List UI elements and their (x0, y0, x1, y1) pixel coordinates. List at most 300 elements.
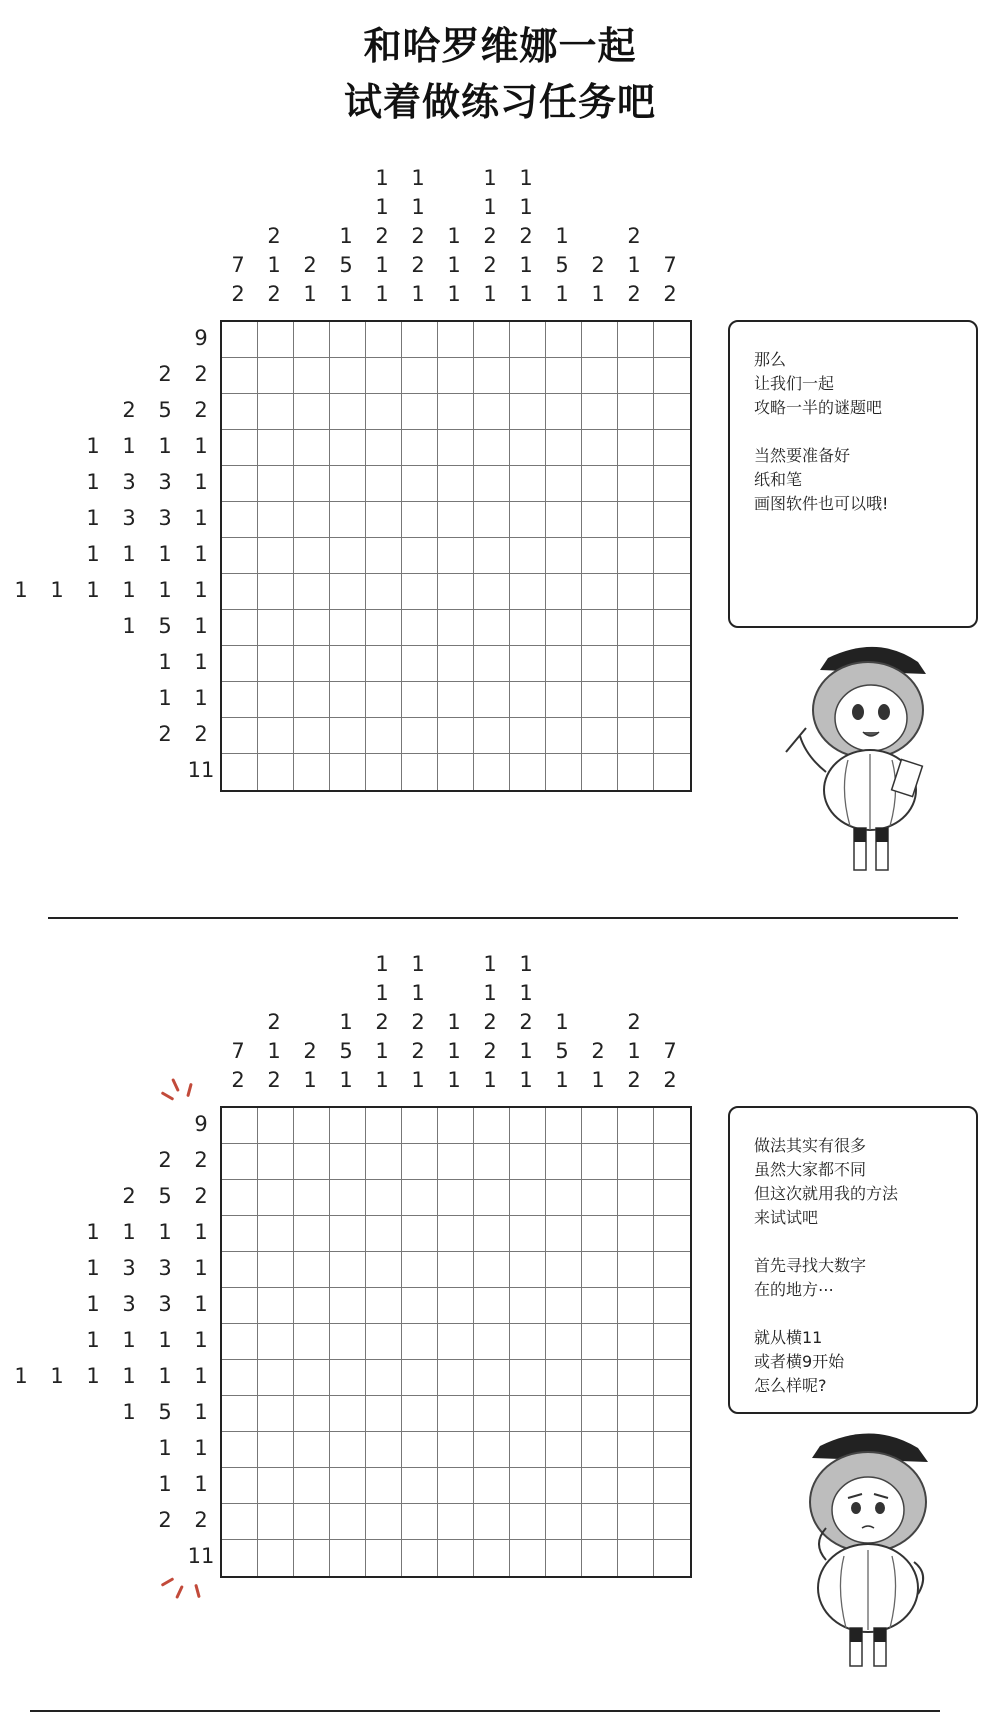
grid-cell[interactable] (402, 646, 438, 682)
grid-cell[interactable] (258, 358, 294, 394)
grid-cell[interactable] (330, 538, 366, 574)
grid-cell[interactable] (258, 1216, 294, 1252)
grid-cell[interactable] (438, 574, 474, 610)
grid-cell[interactable] (402, 430, 438, 466)
grid-cell[interactable] (654, 538, 690, 574)
grid-cell[interactable] (654, 430, 690, 466)
grid-cell[interactable] (474, 1468, 510, 1504)
grid-cell[interactable] (258, 1288, 294, 1324)
grid-cell[interactable] (402, 502, 438, 538)
grid-cell[interactable] (366, 1504, 402, 1540)
grid-cell[interactable] (330, 1288, 366, 1324)
grid-cell[interactable] (618, 1216, 654, 1252)
grid-cell[interactable] (546, 610, 582, 646)
grid-cell[interactable] (438, 1540, 474, 1576)
grid-cell[interactable] (402, 1216, 438, 1252)
grid-cell[interactable] (222, 1288, 258, 1324)
grid-cell[interactable] (618, 610, 654, 646)
grid-cell[interactable] (402, 358, 438, 394)
grid-cell[interactable] (222, 1432, 258, 1468)
grid-cell[interactable] (222, 718, 258, 754)
grid-cell[interactable] (510, 1288, 546, 1324)
grid-cell[interactable] (510, 466, 546, 502)
grid-cell[interactable] (294, 1396, 330, 1432)
grid-cell[interactable] (546, 1360, 582, 1396)
grid-cell[interactable] (294, 682, 330, 718)
grid-cell[interactable] (330, 610, 366, 646)
grid-cell[interactable] (258, 718, 294, 754)
grid-cell[interactable] (366, 1360, 402, 1396)
grid-cell[interactable] (618, 538, 654, 574)
grid-cell[interactable] (510, 430, 546, 466)
grid-cell[interactable] (402, 1540, 438, 1576)
grid-cell[interactable] (366, 1540, 402, 1576)
grid-cell[interactable] (330, 1504, 366, 1540)
grid-cell[interactable] (582, 430, 618, 466)
grid-cell[interactable] (366, 682, 402, 718)
grid-cell[interactable] (546, 430, 582, 466)
grid-cell[interactable] (510, 1468, 546, 1504)
grid-cell[interactable] (402, 1360, 438, 1396)
grid-cell[interactable] (366, 1468, 402, 1504)
grid-cell[interactable] (330, 1324, 366, 1360)
grid-cell[interactable] (474, 1108, 510, 1144)
grid-cell[interactable] (222, 1144, 258, 1180)
grid-cell[interactable] (330, 646, 366, 682)
grid-cell[interactable] (402, 718, 438, 754)
grid-cell[interactable] (366, 502, 402, 538)
grid-cell[interactable] (510, 610, 546, 646)
grid-cell[interactable] (330, 574, 366, 610)
grid-cell[interactable] (654, 1324, 690, 1360)
grid-cell[interactable] (582, 610, 618, 646)
grid-cell[interactable] (618, 394, 654, 430)
grid-cell[interactable] (294, 358, 330, 394)
grid-cell[interactable] (474, 322, 510, 358)
grid-cell[interactable] (258, 1180, 294, 1216)
grid-cell[interactable] (222, 682, 258, 718)
grid-cell[interactable] (582, 646, 618, 682)
grid-cell[interactable] (438, 1288, 474, 1324)
grid-cell[interactable] (258, 1540, 294, 1576)
grid-cell[interactable] (474, 1144, 510, 1180)
grid-cell[interactable] (474, 682, 510, 718)
grid-cell[interactable] (402, 754, 438, 790)
grid-cell[interactable] (222, 1468, 258, 1504)
grid-cell[interactable] (222, 502, 258, 538)
grid-cell[interactable] (546, 682, 582, 718)
grid-cell[interactable] (294, 718, 330, 754)
grid-cell[interactable] (654, 1396, 690, 1432)
grid-cell[interactable] (474, 1540, 510, 1576)
grid-cell[interactable] (330, 1252, 366, 1288)
grid-cell[interactable] (330, 502, 366, 538)
grid-cell[interactable] (582, 538, 618, 574)
grid-cell[interactable] (438, 1144, 474, 1180)
grid-cell[interactable] (402, 1180, 438, 1216)
grid-cell[interactable] (582, 1144, 618, 1180)
grid-cell[interactable] (618, 1324, 654, 1360)
grid-cell[interactable] (258, 1108, 294, 1144)
grid-cell[interactable] (654, 754, 690, 790)
grid-cell[interactable] (546, 538, 582, 574)
grid-cell[interactable] (258, 1468, 294, 1504)
grid-cell[interactable] (294, 322, 330, 358)
grid-cell[interactable] (294, 502, 330, 538)
grid-cell[interactable] (222, 466, 258, 502)
grid-cell[interactable] (438, 718, 474, 754)
grid-cell[interactable] (402, 466, 438, 502)
grid-cell[interactable] (618, 1468, 654, 1504)
grid-cell[interactable] (330, 358, 366, 394)
grid-cell[interactable] (366, 1324, 402, 1360)
grid-cell[interactable] (294, 1252, 330, 1288)
grid-cell[interactable] (510, 1252, 546, 1288)
grid-cell[interactable] (294, 466, 330, 502)
grid-cell[interactable] (438, 1324, 474, 1360)
grid-cell[interactable] (582, 754, 618, 790)
grid-cell[interactable] (510, 1504, 546, 1540)
grid-cell[interactable] (546, 1468, 582, 1504)
grid-cell[interactable] (438, 358, 474, 394)
grid-cell[interactable] (366, 1252, 402, 1288)
grid-cell[interactable] (402, 1252, 438, 1288)
grid-cell[interactable] (330, 430, 366, 466)
grid-cell[interactable] (474, 1432, 510, 1468)
nonogram-grid[interactable] (220, 1106, 692, 1578)
grid-cell[interactable] (366, 322, 402, 358)
grid-cell[interactable] (510, 646, 546, 682)
grid-cell[interactable] (294, 1504, 330, 1540)
grid-cell[interactable] (510, 538, 546, 574)
grid-cell[interactable] (402, 1468, 438, 1504)
grid-cell[interactable] (222, 1360, 258, 1396)
grid-cell[interactable] (330, 1432, 366, 1468)
grid-cell[interactable] (474, 1252, 510, 1288)
grid-cell[interactable] (294, 1288, 330, 1324)
grid-cell[interactable] (402, 1432, 438, 1468)
grid-cell[interactable] (474, 718, 510, 754)
grid-cell[interactable] (546, 394, 582, 430)
grid-cell[interactable] (474, 538, 510, 574)
grid-cell[interactable] (474, 502, 510, 538)
grid-cell[interactable] (474, 1396, 510, 1432)
grid-cell[interactable] (654, 502, 690, 538)
grid-cell[interactable] (222, 574, 258, 610)
grid-cell[interactable] (654, 394, 690, 430)
grid-cell[interactable] (438, 466, 474, 502)
grid-cell[interactable] (330, 754, 366, 790)
grid-cell[interactable] (546, 1180, 582, 1216)
grid-cell[interactable] (510, 322, 546, 358)
grid-cell[interactable] (222, 610, 258, 646)
grid-cell[interactable] (366, 1216, 402, 1252)
grid-cell[interactable] (330, 1360, 366, 1396)
grid-cell[interactable] (546, 718, 582, 754)
grid-cell[interactable] (474, 1504, 510, 1540)
grid-cell[interactable] (546, 1504, 582, 1540)
grid-cell[interactable] (510, 1396, 546, 1432)
grid-cell[interactable] (510, 718, 546, 754)
grid-cell[interactable] (582, 1108, 618, 1144)
grid-cell[interactable] (402, 1324, 438, 1360)
grid-cell[interactable] (294, 610, 330, 646)
grid-cell[interactable] (546, 1252, 582, 1288)
grid-cell[interactable] (510, 754, 546, 790)
grid-cell[interactable] (474, 430, 510, 466)
grid-cell[interactable] (366, 574, 402, 610)
grid-cell[interactable] (258, 610, 294, 646)
grid-cell[interactable] (654, 322, 690, 358)
grid-cell[interactable] (366, 646, 402, 682)
grid-cell[interactable] (258, 502, 294, 538)
grid-cell[interactable] (294, 1216, 330, 1252)
grid-cell[interactable] (654, 646, 690, 682)
grid-cell[interactable] (402, 322, 438, 358)
grid-cell[interactable] (258, 1144, 294, 1180)
grid-cell[interactable] (294, 394, 330, 430)
grid-cell[interactable] (366, 394, 402, 430)
grid-cell[interactable] (258, 574, 294, 610)
grid-cell[interactable] (438, 1432, 474, 1468)
grid-cell[interactable] (510, 1540, 546, 1576)
grid-cell[interactable] (258, 1252, 294, 1288)
grid-cell[interactable] (222, 754, 258, 790)
grid-cell[interactable] (654, 1216, 690, 1252)
grid-cell[interactable] (618, 574, 654, 610)
grid-cell[interactable] (510, 1180, 546, 1216)
grid-cell[interactable] (654, 610, 690, 646)
grid-cell[interactable] (222, 1396, 258, 1432)
grid-cell[interactable] (222, 1216, 258, 1252)
grid-cell[interactable] (258, 538, 294, 574)
grid-cell[interactable] (654, 1180, 690, 1216)
grid-cell[interactable] (654, 358, 690, 394)
grid-cell[interactable] (366, 754, 402, 790)
grid-cell[interactable] (546, 574, 582, 610)
grid-cell[interactable] (618, 1252, 654, 1288)
grid-cell[interactable] (618, 718, 654, 754)
grid-cell[interactable] (330, 1216, 366, 1252)
grid-cell[interactable] (222, 1252, 258, 1288)
grid-cell[interactable] (438, 1252, 474, 1288)
grid-cell[interactable] (582, 1252, 618, 1288)
grid-cell[interactable] (582, 1504, 618, 1540)
grid-cell[interactable] (474, 754, 510, 790)
grid-cell[interactable] (330, 1396, 366, 1432)
grid-cell[interactable] (654, 682, 690, 718)
grid-cell[interactable] (474, 1288, 510, 1324)
grid-cell[interactable] (654, 1432, 690, 1468)
grid-cell[interactable] (366, 1144, 402, 1180)
grid-cell[interactable] (402, 682, 438, 718)
grid-cell[interactable] (222, 646, 258, 682)
grid-cell[interactable] (474, 1180, 510, 1216)
grid-cell[interactable] (654, 718, 690, 754)
grid-cell[interactable] (510, 1108, 546, 1144)
grid-cell[interactable] (582, 682, 618, 718)
grid-cell[interactable] (258, 646, 294, 682)
grid-cell[interactable] (294, 1324, 330, 1360)
grid-cell[interactable] (474, 466, 510, 502)
grid-cell[interactable] (330, 394, 366, 430)
grid-cell[interactable] (510, 682, 546, 718)
grid-cell[interactable] (654, 574, 690, 610)
grid-cell[interactable] (618, 1108, 654, 1144)
nonogram-grid[interactable] (220, 320, 692, 792)
grid-cell[interactable] (366, 1180, 402, 1216)
grid-cell[interactable] (618, 1504, 654, 1540)
grid-cell[interactable] (582, 394, 618, 430)
grid-cell[interactable] (654, 1504, 690, 1540)
grid-cell[interactable] (582, 1396, 618, 1432)
grid-cell[interactable] (366, 466, 402, 502)
grid-cell[interactable] (546, 1540, 582, 1576)
grid-cell[interactable] (582, 1324, 618, 1360)
grid-cell[interactable] (366, 610, 402, 646)
grid-cell[interactable] (366, 1396, 402, 1432)
grid-cell[interactable] (618, 646, 654, 682)
grid-cell[interactable] (258, 1360, 294, 1396)
grid-cell[interactable] (438, 538, 474, 574)
grid-cell[interactable] (618, 1288, 654, 1324)
grid-cell[interactable] (330, 1468, 366, 1504)
grid-cell[interactable] (438, 1468, 474, 1504)
grid-cell[interactable] (330, 1180, 366, 1216)
grid-cell[interactable] (510, 1216, 546, 1252)
grid-cell[interactable] (222, 1540, 258, 1576)
grid-cell[interactable] (654, 1360, 690, 1396)
grid-cell[interactable] (582, 1468, 618, 1504)
grid-cell[interactable] (402, 394, 438, 430)
grid-cell[interactable] (258, 1504, 294, 1540)
grid-cell[interactable] (330, 718, 366, 754)
grid-cell[interactable] (546, 754, 582, 790)
grid-cell[interactable] (294, 1468, 330, 1504)
grid-cell[interactable] (474, 610, 510, 646)
grid-cell[interactable] (438, 430, 474, 466)
grid-cell[interactable] (582, 574, 618, 610)
grid-cell[interactable] (438, 1180, 474, 1216)
grid-cell[interactable] (618, 430, 654, 466)
grid-cell[interactable] (618, 358, 654, 394)
grid-cell[interactable] (330, 466, 366, 502)
grid-cell[interactable] (546, 1216, 582, 1252)
grid-cell[interactable] (582, 1432, 618, 1468)
grid-cell[interactable] (258, 430, 294, 466)
grid-cell[interactable] (510, 1360, 546, 1396)
grid-cell[interactable] (474, 1216, 510, 1252)
grid-cell[interactable] (402, 1504, 438, 1540)
grid-cell[interactable] (258, 394, 294, 430)
grid-cell[interactable] (258, 1432, 294, 1468)
grid-cell[interactable] (654, 1288, 690, 1324)
grid-cell[interactable] (582, 1216, 618, 1252)
grid-cell[interactable] (330, 1144, 366, 1180)
grid-cell[interactable] (510, 1324, 546, 1360)
grid-cell[interactable] (546, 322, 582, 358)
grid-cell[interactable] (618, 1396, 654, 1432)
grid-cell[interactable] (654, 1468, 690, 1504)
grid-cell[interactable] (618, 754, 654, 790)
grid-cell[interactable] (474, 646, 510, 682)
grid-cell[interactable] (618, 1432, 654, 1468)
grid-cell[interactable] (402, 1144, 438, 1180)
grid-cell[interactable] (618, 1540, 654, 1576)
grid-cell[interactable] (258, 322, 294, 358)
grid-cell[interactable] (294, 1180, 330, 1216)
grid-cell[interactable] (546, 646, 582, 682)
grid-cell[interactable] (582, 1180, 618, 1216)
grid-cell[interactable] (546, 502, 582, 538)
grid-cell[interactable] (654, 466, 690, 502)
grid-cell[interactable] (618, 466, 654, 502)
grid-cell[interactable] (438, 682, 474, 718)
grid-cell[interactable] (474, 1324, 510, 1360)
grid-cell[interactable] (438, 1216, 474, 1252)
grid-cell[interactable] (618, 682, 654, 718)
grid-cell[interactable] (330, 682, 366, 718)
grid-cell[interactable] (438, 1396, 474, 1432)
grid-cell[interactable] (294, 538, 330, 574)
grid-cell[interactable] (654, 1144, 690, 1180)
grid-cell[interactable] (546, 1432, 582, 1468)
grid-cell[interactable] (582, 1360, 618, 1396)
grid-cell[interactable] (510, 358, 546, 394)
grid-cell[interactable] (438, 322, 474, 358)
grid-cell[interactable] (222, 1108, 258, 1144)
grid-cell[interactable] (222, 322, 258, 358)
grid-cell[interactable] (258, 466, 294, 502)
grid-cell[interactable] (546, 1288, 582, 1324)
grid-cell[interactable] (402, 574, 438, 610)
grid-cell[interactable] (366, 1108, 402, 1144)
grid-cell[interactable] (582, 502, 618, 538)
grid-cell[interactable] (438, 1108, 474, 1144)
grid-cell[interactable] (438, 502, 474, 538)
grid-cell[interactable] (294, 646, 330, 682)
grid-cell[interactable] (510, 574, 546, 610)
grid-cell[interactable] (402, 538, 438, 574)
grid-cell[interactable] (258, 754, 294, 790)
grid-cell[interactable] (510, 1432, 546, 1468)
grid-cell[interactable] (294, 1360, 330, 1396)
grid-cell[interactable] (294, 1144, 330, 1180)
grid-cell[interactable] (582, 466, 618, 502)
grid-cell[interactable] (402, 1396, 438, 1432)
grid-cell[interactable] (294, 1432, 330, 1468)
grid-cell[interactable] (366, 718, 402, 754)
grid-cell[interactable] (582, 358, 618, 394)
grid-cell[interactable] (222, 1504, 258, 1540)
grid-cell[interactable] (222, 430, 258, 466)
grid-cell[interactable] (654, 1252, 690, 1288)
grid-cell[interactable] (222, 358, 258, 394)
grid-cell[interactable] (330, 1540, 366, 1576)
grid-cell[interactable] (294, 1108, 330, 1144)
grid-cell[interactable] (618, 502, 654, 538)
grid-cell[interactable] (438, 646, 474, 682)
grid-cell[interactable] (366, 1432, 402, 1468)
grid-cell[interactable] (258, 1396, 294, 1432)
grid-cell[interactable] (294, 1540, 330, 1576)
grid-cell[interactable] (618, 322, 654, 358)
grid-cell[interactable] (654, 1108, 690, 1144)
grid-cell[interactable] (510, 1144, 546, 1180)
grid-cell[interactable] (294, 754, 330, 790)
grid-cell[interactable] (366, 538, 402, 574)
grid-cell[interactable] (582, 1288, 618, 1324)
